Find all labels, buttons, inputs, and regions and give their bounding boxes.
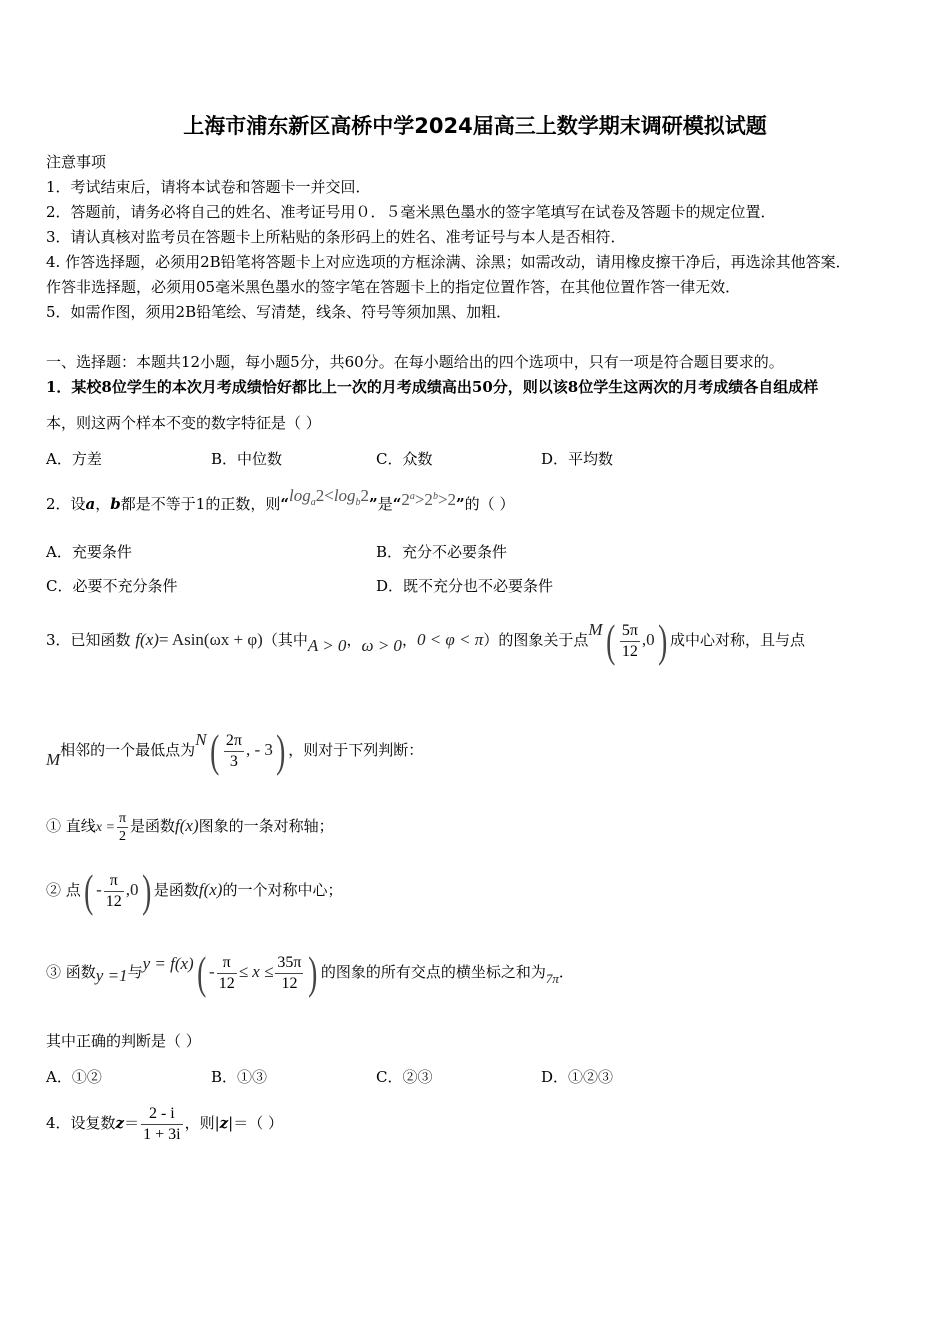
s1-prefix: ① 直线 — [46, 817, 96, 835]
s2-den: 12 — [105, 892, 122, 910]
q4-tail: |＝（ ） — [228, 1114, 283, 1132]
s2-num: π — [104, 871, 124, 892]
paren-left: ( — [83, 865, 94, 916]
q2-log2: log — [333, 486, 356, 505]
q2-option-b: B．充分不必要条件 — [376, 543, 508, 561]
q4-stem — [46, 1098, 283, 1148]
q2-quote-close: ” — [369, 495, 378, 513]
q3-option-c: C．②③ — [376, 1068, 433, 1086]
q3-m-num: 5π — [620, 621, 640, 642]
s1-fx: f(x) — [175, 816, 199, 835]
s3-with: 与 — [127, 963, 143, 981]
q3-comma1: ， — [346, 631, 362, 649]
q2-option-a: A．充要条件 — [46, 543, 132, 561]
q4-prefix: 4．设复数 — [46, 1114, 116, 1132]
q3-comma2: ， — [401, 631, 417, 649]
q2-sub-a: a — [310, 497, 316, 508]
notice-item: 1．考试结束后，请将本试卷和答题卡一并交回． — [46, 178, 371, 196]
paren-right: ) — [275, 725, 286, 776]
s2-neg: - — [96, 880, 102, 899]
s3-tail: 的图象的所有交点的横坐标之和为 — [320, 963, 546, 981]
q2-exp3: >2 — [437, 490, 457, 509]
q2-quote-close2: ” — [456, 495, 465, 513]
q3-stem-line2 — [46, 722, 423, 778]
s3-num2: 35π — [275, 953, 303, 974]
q3-c3: 0 < φ < π — [416, 630, 484, 649]
q4-frac — [141, 1104, 182, 1145]
q3-cond-open: （其中 — [262, 631, 308, 649]
q3-n-frac — [224, 731, 244, 772]
q3-point-m2: M — [46, 750, 61, 769]
q3-eq: = Asin(ωx + φ) — [158, 630, 263, 649]
q4-z2: z — [219, 1114, 229, 1132]
paren-left: ( — [209, 725, 219, 776]
q3-fx: f(x) — [135, 630, 159, 649]
q2-stem — [46, 484, 514, 528]
s2-frac — [104, 871, 124, 912]
s3-dot: ． — [558, 963, 574, 981]
s3-y2: y = f(x) — [142, 954, 194, 973]
s1-x: x = — [95, 820, 115, 835]
q3-prefix: 3．已知函数 — [46, 631, 131, 649]
q2-var-b: b — [110, 495, 121, 513]
q2-exp2: >2 — [414, 490, 433, 509]
q1-line2: 本，则这两个样本不变的数字特征是（ ） — [46, 414, 321, 432]
s3-num1: π — [217, 953, 237, 974]
q2-quote-open2: “ — [392, 495, 402, 513]
notice-item: 5．如需作图，须用2B铅笔绘、写清楚，线条、符号等须加黑、加粗． — [46, 303, 512, 321]
paren-left: ( — [605, 615, 615, 666]
q3-adj: 相邻的一个最低点为 — [60, 741, 196, 759]
q2-sup-a: a — [409, 491, 415, 502]
q3-judge: ，则对于下列判断： — [288, 741, 424, 759]
q3-stem-line1 — [46, 612, 805, 668]
q3-statement-3 — [46, 944, 574, 1000]
q3-conclusion: 其中正确的判断是（ ） — [46, 1032, 201, 1050]
q3-point-m: M — [588, 620, 603, 639]
notice-heading: 注意事项 — [46, 153, 107, 171]
s1-den: 2 — [118, 828, 126, 844]
q2-option-c: C．必要不充分条件 — [46, 577, 178, 595]
paren-left: ( — [196, 947, 206, 998]
s1-tail: 图象的一条对称轴； — [198, 817, 334, 835]
q2-prefix: 2．设 — [46, 495, 86, 513]
q3-cond-close: ）的图象关于点 — [483, 631, 589, 649]
q2-is: 是 — [377, 495, 393, 513]
s3-den2: 12 — [281, 974, 298, 992]
s1-frac — [117, 810, 128, 845]
s2-tail: 的一个对称中心； — [222, 881, 343, 899]
q1-option-c: C．众数 — [376, 450, 433, 468]
q3-center: 成中心对称，且与点 — [670, 631, 806, 649]
q2-var-a: a — [85, 495, 96, 513]
q2-two2: 2 — [360, 486, 370, 505]
notice-item: 2．答题前，请务必将自己的姓名、准考证号用０．５毫米黑色墨水的签字笔填写在试卷及答题卡的规定位置． — [46, 203, 776, 221]
q3-option-b: B．①③ — [211, 1068, 268, 1086]
q2-exp1: 2 — [401, 490, 410, 509]
s3-prefix: ③ 函数 — [46, 963, 96, 981]
s3-frac2 — [275, 953, 303, 994]
q3-c1: A > 0 — [307, 636, 347, 655]
q2-two1: 2< — [315, 486, 334, 505]
q3-statement-2 — [46, 862, 342, 918]
notice-item: 4. 作答选择题，必须用2B铅笔将答题卡上对应选项的方框涂满、涂黑；如需改动，请用橡皮擦干净后，再选涂其他答案． — [46, 253, 851, 271]
paren-right: ) — [141, 865, 151, 916]
q2-log1: log — [288, 486, 311, 505]
q2-mid: 都是不等于1的正数，则 — [120, 495, 281, 513]
q4-z: z — [115, 1114, 125, 1132]
q4-mid: ，则| — [184, 1114, 220, 1132]
s1-mid: 是函数 — [130, 817, 176, 835]
q2-sup-b: b — [432, 491, 438, 502]
q2-tail: 的（ ） — [464, 495, 515, 513]
notice-item: 3．请认真核对监考员在答题卡上所粘贴的条形码上的姓名、准考证号与本人是否相符． — [46, 228, 626, 246]
s3-y1: y =1 — [95, 966, 128, 985]
q2-sep: ， — [95, 495, 111, 513]
q4-eq: ＝ — [124, 1114, 140, 1132]
q4-den: 1 + 3i — [143, 1125, 181, 1143]
q1-option-b: B．中位数 — [211, 450, 283, 468]
q3-m-den: 12 — [621, 642, 638, 660]
q3-c2: ω > 0 — [361, 636, 402, 655]
q3-n-den: 3 — [229, 752, 238, 770]
q3-m-frac — [620, 621, 640, 662]
s3-frac1 — [217, 953, 237, 994]
q3-m-tail: ,0 — [641, 630, 655, 649]
s3-den1: 12 — [218, 974, 235, 992]
q1-option-a: A．方差 — [46, 450, 102, 468]
paren-right: ) — [308, 947, 318, 998]
q3-point-n: N — [195, 730, 207, 749]
notice-item: 作答非选择题，必须用05毫米黑色墨水的签字笔在答题卡上的指定位置作答，在其他位置作答一律无效． — [46, 278, 741, 296]
section-heading: 一、选择题：本题共12小题，每小题5分，共60分。在每小题给出的四个选项中，只有一项是符合题目要求的。 — [46, 353, 784, 371]
q1-option-d: D．平均数 — [541, 450, 614, 468]
s3-neg: - — [209, 962, 215, 981]
q2-option-d: D．既不充分也不必要条件 — [376, 577, 554, 595]
s3-le: ≤ x ≤ — [238, 962, 274, 981]
s2-fx: f(x) — [198, 880, 223, 899]
q2-sub-b: b — [355, 497, 361, 508]
q3-n-tail: , - 3 — [245, 740, 273, 759]
paren-right: ) — [657, 615, 667, 666]
q3-option-d: D．①②③ — [541, 1068, 614, 1086]
q3-option-a: A．①② — [46, 1068, 102, 1086]
q3-n-num: 2π — [224, 731, 244, 752]
s1-num: π — [118, 810, 127, 826]
q1-line1: 1．某校8位学生的本次月考成绩恰好都比上一次的月考成绩高出50分，则以该8位学生这两次的月考成绩各自组成样 — [46, 378, 819, 396]
s2-zero: ,0 — [125, 880, 139, 899]
s2-prefix: ② 点 — [46, 881, 81, 899]
s3-val: 7π — [545, 971, 559, 986]
q4-num: 2 - i — [141, 1104, 182, 1125]
q3-statement-1 — [46, 802, 334, 850]
s2-mid: 是函数 — [153, 881, 199, 899]
page-title: 上海市浦东新区高桥中学2024届高三上数学期末调研模拟试题 — [183, 114, 767, 138]
q2-quote-open: “ — [280, 495, 289, 513]
